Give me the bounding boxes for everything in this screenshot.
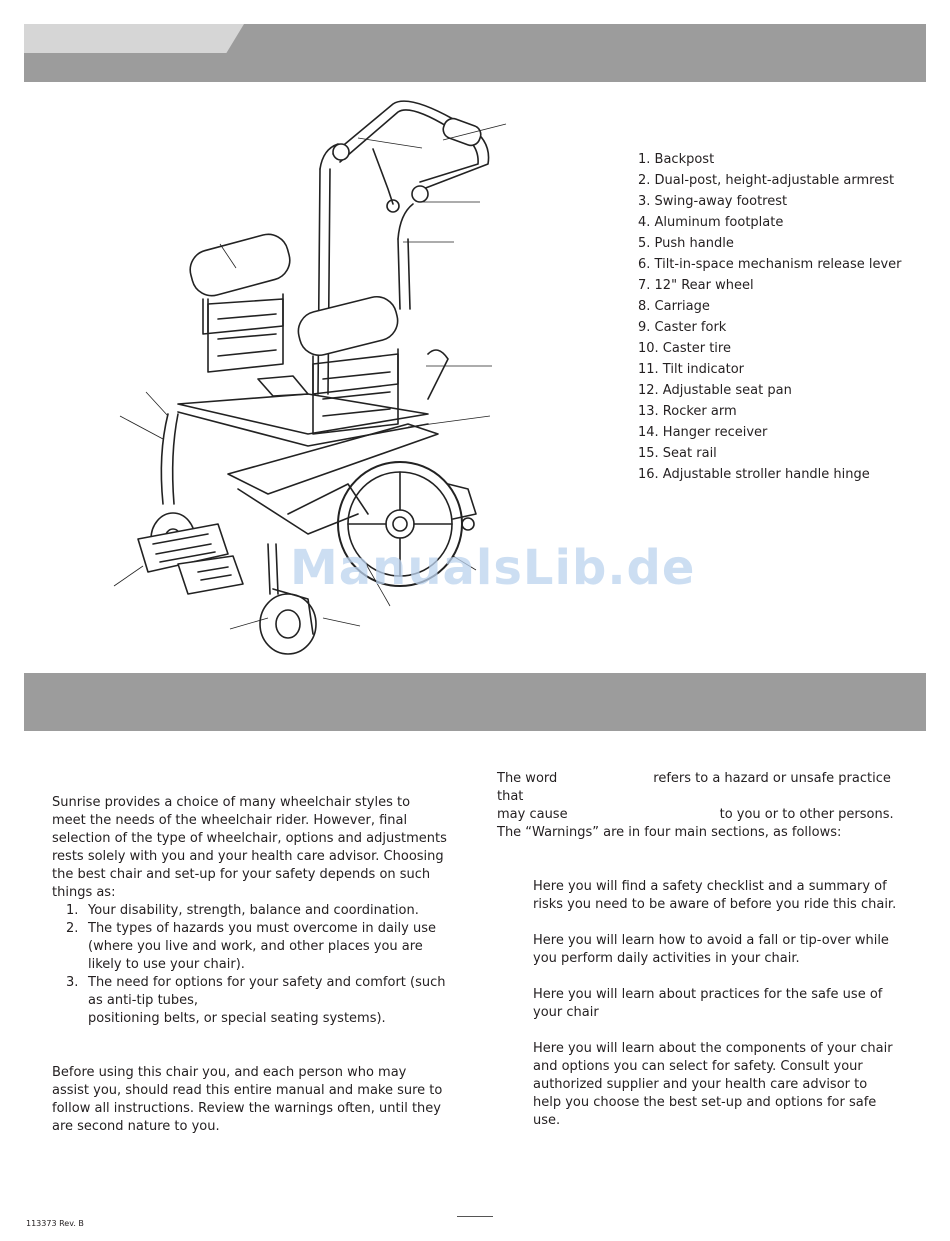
warning-sections-list — [497, 878, 897, 1130]
intro-fragment: The word — [497, 771, 558, 786]
part-item: 1. Backpost — [638, 152, 715, 167]
warning-intro-line-2 — [497, 806, 897, 824]
warning-section-text: Here you will learn about practices for the safe use of your chair — [533, 987, 883, 1020]
part-item: 15. Seat rail — [638, 446, 717, 461]
part-item: 16. Adjustable stroller handle hinge — [638, 467, 870, 482]
list-text-continued: positioning belts, or special seating systems). — [88, 1011, 386, 1026]
warning-intro-line-3: The “Warnings” are in four main sections, as follows: — [497, 825, 842, 840]
document-code: 113373 Rev. B — [26, 1219, 84, 1228]
part-item: 6. Tilt-in-space mechanism release lever — [638, 257, 902, 272]
warning-section-text: Here you will learn how to avoid a fall or tip-over while you perform daily activities in your chair. — [533, 933, 889, 966]
part-item: 13. Rocker arm — [638, 404, 737, 419]
considerations-list — [52, 902, 447, 1028]
list-number: 3. — [66, 975, 79, 990]
intro-fragment: refers to a hazard or unsafe practice that — [497, 771, 891, 804]
list-text: The types of hazards you must overcome in daily use (where you live and work, and other places you are likely to use your chair). — [88, 921, 436, 972]
part-item: 11. Tilt indicator — [638, 362, 745, 377]
parts-list — [638, 149, 902, 485]
part-item: 14. Hanger receiver — [638, 425, 768, 440]
header-tab — [24, 24, 244, 53]
list-text: Your disability, strength, balance and coordination. — [88, 903, 419, 918]
intro-fragment: to you or to other persons. — [719, 807, 894, 822]
part-item: 2. Dual-post, height-adjustable armrest — [638, 173, 895, 188]
intro-fragment: may cause — [497, 807, 568, 822]
list-text: The need for options for your safety and comfort (such as anti-tip tubes, — [88, 975, 446, 1008]
section-band — [24, 673, 926, 731]
list-number: 1. — [66, 903, 79, 918]
part-item: 12. Adjustable seat pan — [638, 383, 792, 398]
warning-intro-line-1 — [497, 770, 897, 806]
part-item: 10. Caster tire — [638, 341, 731, 356]
part-item: 3. Swing-away footrest — [638, 194, 788, 209]
part-item: 9. Caster fork — [638, 320, 727, 335]
warning-section-text: Here you will learn about the components of your chair and options you can select for safety. Consult your authorized supplier and your health care advisor to help you choose the best set-up and options for safe use. — [533, 1041, 893, 1128]
part-item: 5. Push handle — [638, 236, 734, 251]
closing-paragraph: Before using this chair you, and each person who may assist you, should read this entire manual and make sure to follow all instructions. Review the warnings often, until they are second nature to you. — [52, 1065, 443, 1134]
list-number: 2. — [66, 921, 79, 936]
part-item: 4. Aluminum footplate — [638, 215, 784, 230]
warning-section-text: Here you will find a safety checklist and a summary of risks you need to be aware of before you ride this chair. — [533, 879, 897, 912]
intro-paragraph: Sunrise provides a choice of many wheelchair styles to meet the needs of the wheelchair rider. However, final selection of the type of wheelchair, options and adjustments rests solely with you and your health care advisor. Choosing the best chair and set-up for your safety depends on such things as: — [52, 795, 447, 900]
watermark: ManualsLib.de — [290, 540, 696, 596]
page-number-line — [457, 1216, 493, 1217]
list-item — [52, 902, 447, 920]
right-column — [497, 770, 897, 1130]
part-item: 8. Carriage — [638, 299, 710, 314]
list-item — [52, 920, 447, 974]
part-item: 7. 12" Rear wheel — [638, 278, 754, 293]
list-item — [52, 974, 447, 1028]
left-column — [52, 794, 447, 1136]
